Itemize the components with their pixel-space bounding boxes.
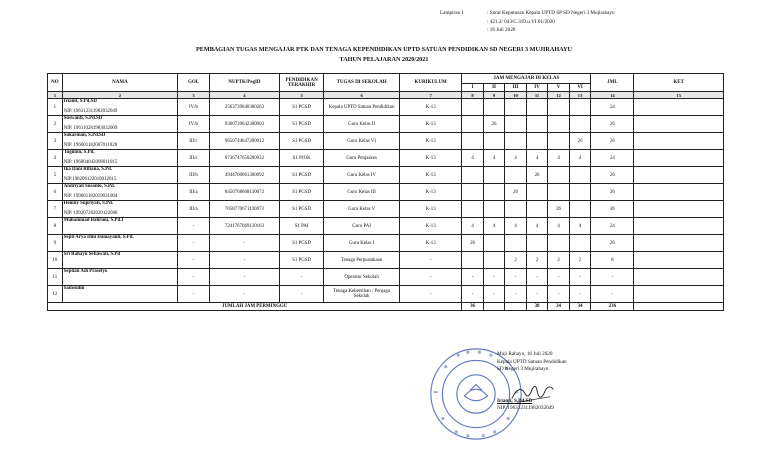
column-number: 10 (505, 92, 527, 99)
row-tugas: Guru PAI (324, 218, 400, 235)
row-tugas: Tenaga Perpustakaan (324, 252, 400, 269)
row-jam-kelas-4: 26 (526, 167, 548, 184)
row-jml: 24 (591, 150, 634, 167)
row-jam-kelas-1: 26 (462, 235, 484, 252)
row-no: 7 (48, 201, 63, 218)
row-jam-kelas-1: - (462, 269, 484, 286)
column-number: 11 (526, 92, 548, 99)
column-number: 3 (178, 92, 210, 99)
kelas-header-5: V (548, 84, 570, 92)
row-jam-kelas-1 (462, 133, 484, 150)
row-nip: NIP. 196110281983032009 (63, 126, 118, 131)
sign-role-1: Kepala UPTD Satuan Pendidikan (497, 358, 567, 365)
title-line-2: TAHUN PELAJARAN 2020/2021 (339, 55, 429, 63)
row-jam-kelas-6: 26 (569, 133, 591, 150)
header-pendidikan: PENDIDIKAN TERAKHIR (280, 74, 324, 92)
row-name: Hemny Supriyati, S.Pd. (63, 201, 114, 206)
row-jml: 24 (591, 218, 634, 235)
total-jam-kelas-6: 34 (569, 303, 591, 311)
row-jam-kelas-3 (505, 201, 527, 218)
row-ket (634, 235, 724, 252)
row-tugas: Tenaga Kebersihan / Penjaga Sekolah (324, 286, 400, 303)
row-jml: 26 (591, 133, 634, 150)
total-jam-kelas-4: 38 (526, 303, 548, 311)
total-label: JUMLAH JAM PERMINGGU (48, 303, 462, 311)
row-jam-kelas-4: 4 (526, 218, 548, 235)
row-gol: - (178, 286, 210, 303)
row-jam-kelas-4 (526, 99, 548, 116)
row-ket (634, 218, 724, 235)
row-jam-kelas-1: - (462, 286, 484, 303)
row-jam-kelas-4 (526, 235, 548, 252)
title-line-1: PEMBAGIAN TUGAS MENGAJAR PTK DAN TENAGA KEPENDIDIKAN UPTD SATUAN PENDIDIKAN SD NEGERI 3 MUJIRAHAYU (195, 46, 573, 53)
row-pendidikan: S1 PAI (280, 218, 324, 235)
row-name-cell (62, 201, 177, 218)
total-jam-kelas-1: 36 (462, 303, 484, 311)
row-gol: III/a (178, 184, 210, 201)
row-gol: IV/b (178, 99, 210, 116)
row-tugas: Kepala UPTD Satuan Pendidikan (324, 99, 400, 116)
lampiran-line-1: : Surat Keputusan Kepala UPTD SP SD Negeri 3 Mujirahayu (487, 10, 615, 16)
column-number-row (48, 92, 724, 99)
table-row (48, 150, 724, 167)
sign-nip: NIP. 196312311982032049 (497, 405, 554, 411)
row-jam-kelas-6 (569, 116, 591, 133)
row-jam-kelas-3: 2 (505, 252, 527, 269)
row-nuptk: 8450768668130072 (209, 184, 279, 201)
row-name-cell (62, 184, 177, 201)
kelas-header-1: I (462, 84, 484, 92)
sign-place-date: Muji Rahayu, 16 Juli 2020 (497, 351, 553, 357)
row-nuptk: - (209, 269, 279, 286)
row-jam-kelas-2: - (483, 269, 505, 286)
table-row (48, 201, 724, 218)
row-no: 9 (48, 235, 63, 252)
row-gol: IV/b (178, 116, 210, 133)
column-number: 5 (280, 92, 324, 99)
table-row (48, 167, 724, 184)
row-jam-kelas-5 (548, 116, 570, 133)
row-kurikulum: - (400, 286, 462, 303)
row-no: 3 (48, 133, 63, 150)
row-ket (634, 286, 724, 303)
row-jam-kelas-3: - (505, 269, 527, 286)
row-kurikulum: - (400, 269, 462, 286)
row-kurikulum: K-13 (400, 99, 462, 116)
row-jam-kelas-6: 4 (569, 150, 591, 167)
row-ket (634, 133, 724, 150)
document-title (0, 45, 768, 64)
table-row (48, 133, 724, 150)
row-jam-kelas-6: - (569, 269, 591, 286)
row-nuptk: 9360739642300003 (209, 116, 279, 133)
row-name-cell (62, 167, 177, 184)
row-name-cell (62, 99, 177, 116)
row-jam-kelas-1: 4 (462, 150, 484, 167)
row-jam-kelas-6: 2 (569, 252, 591, 269)
sign-name: Irianti, S.Pd.SD (497, 397, 533, 404)
row-jam-kelas-3: 26 (505, 184, 527, 201)
row-nip: NIP. 196312311982032049 (63, 109, 118, 114)
table-row (48, 218, 724, 235)
row-pendidikan: S1 PGSD (280, 133, 324, 150)
row-name: Samsudin (63, 286, 85, 291)
table-row (48, 235, 724, 252)
row-jam-kelas-1 (462, 252, 484, 269)
row-name-cell (62, 269, 177, 286)
row-jam-kelas-5 (548, 184, 570, 201)
row-kurikulum: K-13 (400, 184, 462, 201)
header-tugas: TUGAS DI SEKOLAH (324, 74, 400, 92)
lampiran-label: Lampiran I (440, 10, 464, 16)
row-no: 8 (48, 218, 63, 235)
column-number: 15 (634, 92, 724, 99)
row-jam-kelas-5: 26 (548, 201, 570, 218)
attachment-header (440, 9, 615, 35)
table-row (48, 269, 724, 286)
column-number: 8 (462, 92, 484, 99)
row-name: Ika Dani Rifiana, S.Pd. (63, 167, 113, 172)
row-ket (634, 99, 724, 116)
row-kurikulum: K-13 (400, 116, 462, 133)
row-name: Andriyan Susanto, S.Pd. (63, 184, 115, 189)
row-pendidikan: S1 PGSD (280, 201, 324, 218)
row-name: Septi Arya Dini Damayanti, S.Pd. (63, 235, 134, 240)
row-jam-kelas-2 (483, 133, 505, 150)
table-row (48, 99, 724, 116)
row-jam-kelas-3: 4 (505, 150, 527, 167)
row-nuptk: 0736747650200032 (209, 150, 279, 167)
header-gol: GOL (178, 74, 210, 92)
row-jam-kelas-4 (526, 184, 548, 201)
row-gol: - (178, 235, 210, 252)
row-nip: NIP. 196601182007011028 (63, 143, 118, 148)
column-number: 7 (400, 92, 462, 99)
row-jam-kelas-5 (548, 99, 570, 116)
column-number: 9 (483, 92, 505, 99)
row-jam-kelas-5: - (548, 269, 570, 286)
total-row (48, 303, 724, 311)
row-jam-kelas-1: 4 (462, 218, 484, 235)
row-jam-kelas-3 (505, 235, 527, 252)
row-jml: 26 (591, 235, 634, 252)
row-tugas: Guru Kelas IV (324, 167, 400, 184)
row-ket (634, 269, 724, 286)
row-jam-kelas-6: 4 (569, 218, 591, 235)
row-jam-kelas-1 (462, 116, 484, 133)
column-number: 12 (548, 92, 570, 99)
row-jml: - (591, 269, 634, 286)
row-nuptk: 2563739640300263 (209, 99, 279, 116)
row-jml: 26 (591, 116, 634, 133)
row-pendidikan: - (280, 269, 324, 286)
row-nip: NIP. 199001182019031004 (63, 194, 118, 199)
row-jam-kelas-3: - (505, 286, 527, 303)
row-kurikulum: - (400, 252, 462, 269)
row-jam-kelas-3 (505, 133, 527, 150)
row-jam-kelas-2: 4 (483, 150, 505, 167)
row-pendidikan: S1 PGSD (280, 235, 324, 252)
row-jam-kelas-2 (483, 167, 505, 184)
row-name: Irianti, S.Pd.SD (63, 99, 97, 104)
column-number: 2 (62, 92, 177, 99)
kelas-header-4: IV (526, 84, 548, 92)
row-jam-kelas-5 (548, 167, 570, 184)
row-jml: 26 (591, 184, 634, 201)
row-jam-kelas-5: 2 (548, 252, 570, 269)
row-jam-kelas-3 (505, 99, 527, 116)
total-jam-kelas-3 (505, 303, 527, 311)
row-name-cell (62, 252, 177, 269)
row-nuptk: - (209, 252, 279, 269)
row-pendidikan: S1 PGSD (280, 252, 324, 269)
row-jam-kelas-5 (548, 235, 570, 252)
row-name: Sukarman, S.Pd.SD (63, 133, 106, 138)
row-nuptk: - (209, 235, 279, 252)
row-ket (634, 116, 724, 133)
row-gol: III/c (178, 150, 210, 167)
row-jam-kelas-6 (569, 99, 591, 116)
row-jam-kelas-4: - (526, 269, 548, 286)
row-jam-kelas-5: - (548, 286, 570, 303)
kelas-header-2: II (483, 84, 505, 92)
sign-role-2: SD Negeri 3 Mujirahayu (497, 366, 549, 372)
row-pendidikan: S1 PJOK (280, 150, 324, 167)
row-nuptk: 4944760661300092 (209, 167, 279, 184)
row-tugas: Guru Kelas VI (324, 133, 400, 150)
row-jam-kelas-1 (462, 167, 484, 184)
row-kurikulum: K-13 (400, 150, 462, 167)
row-jml: 26 (591, 167, 634, 184)
row-pendidikan: S1 PGSD (280, 116, 324, 133)
row-jam-kelas-1 (462, 184, 484, 201)
total-ket (634, 303, 724, 311)
row-gol: III/b (178, 167, 210, 184)
row-no: 12 (48, 286, 63, 303)
header-nuptk: NUPTK/PegID (209, 74, 279, 92)
row-gol: III/a (178, 201, 210, 218)
row-tugas: Guru Kelas II (324, 116, 400, 133)
header-ket: KET (634, 74, 724, 92)
column-number: 13 (569, 92, 591, 99)
row-name-cell (62, 286, 177, 303)
column-number: 14 (591, 92, 634, 99)
row-nuptk: 7058770671130073 (209, 201, 279, 218)
row-kurikulum: K-13 (400, 133, 462, 150)
column-number: 1 (48, 92, 63, 99)
row-jam-kelas-5: 4 (548, 150, 570, 167)
row-jml: 26 (591, 201, 634, 218)
table-row (48, 184, 724, 201)
row-gol: - (178, 218, 210, 235)
row-ket (634, 201, 724, 218)
row-kurikulum: K-13 (400, 167, 462, 184)
row-name: Muhammad Bahruni, S.Pd.I (63, 218, 124, 223)
row-pendidikan: S1 PGSD (280, 99, 324, 116)
row-no: 5 (48, 167, 63, 184)
row-jam-kelas-2: 4 (483, 218, 505, 235)
row-jam-kelas-5: 4 (548, 218, 570, 235)
row-pendidikan: S1 PGSD (280, 184, 324, 201)
row-kurikulum: K-13 (400, 201, 462, 218)
row-tugas: Guru Kelas III (324, 184, 400, 201)
row-gol: - (178, 252, 210, 269)
row-tugas: Guru Kelas V (324, 201, 400, 218)
row-nip: NIP. 196804042008011015 (63, 160, 118, 165)
row-jam-kelas-6 (569, 167, 591, 184)
row-tugas: Operator Sekolah (324, 269, 400, 286)
lampiran-line-3: : 16 Juli 2020 (487, 27, 516, 34)
row-jml: - (591, 286, 634, 303)
row-no: 10 (48, 252, 63, 269)
header-no: NO (48, 74, 63, 92)
column-number: 6 (324, 92, 400, 99)
row-nuptk: 7241767669130163 (209, 218, 279, 235)
table-row (48, 252, 724, 269)
row-no: 6 (48, 184, 63, 201)
row-name: Suswanti, S.Pd.SD (63, 116, 103, 121)
row-jam-kelas-2 (483, 99, 505, 116)
column-number: 4 (209, 92, 279, 99)
row-no: 11 (48, 269, 63, 286)
row-jam-kelas-3 (505, 167, 527, 184)
row-gol: III/c (178, 133, 210, 150)
row-name-cell (62, 133, 177, 150)
row-jam-kelas-2 (483, 235, 505, 252)
total-jam-kelas-5: 34 (548, 303, 570, 311)
row-nip: NIP. 199207262020122008 (63, 211, 118, 216)
row-jam-kelas-1 (462, 99, 484, 116)
row-jam-kelas-2: - (483, 286, 505, 303)
row-jml: 8 (591, 252, 634, 269)
row-tugas: Guru Kelas I (324, 235, 400, 252)
total-jml: 236 (591, 303, 634, 311)
kelas-header-3: III (505, 84, 527, 92)
row-jam-kelas-6 (569, 184, 591, 201)
assignment-table (47, 73, 724, 311)
row-jam-kelas-6: - (569, 286, 591, 303)
row-name-cell (62, 150, 177, 167)
row-ket (634, 167, 724, 184)
row-jam-kelas-2 (483, 201, 505, 218)
row-name-cell (62, 116, 177, 133)
row-jam-kelas-4 (526, 201, 548, 218)
table-row (48, 286, 724, 303)
header-jam: JAM MENGAJAR DI KELAS (462, 74, 591, 84)
row-kurikulum: K-13 (400, 218, 462, 235)
row-nuptk: 9650744647200012 (209, 133, 279, 150)
row-jam-kelas-1 (462, 201, 484, 218)
header-kurikulum: KURIKULUM (400, 74, 462, 92)
row-jam-kelas-4: 2 (526, 252, 548, 269)
row-ket (634, 184, 724, 201)
row-jam-kelas-4: 4 (526, 150, 548, 167)
row-jam-kelas-2 (483, 184, 505, 201)
row-no: 4 (48, 150, 63, 167)
row-nuptk: - (209, 286, 279, 303)
row-jml: 24 (591, 99, 634, 116)
row-jam-kelas-4 (526, 116, 548, 133)
row-jam-kelas-2: 26 (483, 116, 505, 133)
header-nama: NAMA (62, 74, 177, 92)
header-jml: JML (591, 74, 634, 92)
total-jam-kelas-2 (483, 303, 505, 311)
row-jam-kelas-3 (505, 116, 527, 133)
row-name-cell (62, 235, 177, 252)
row-ket (634, 150, 724, 167)
row-jam-kelas-5 (548, 133, 570, 150)
row-nip: NIP.198206122010012015 (63, 177, 117, 182)
row-pendidikan: S1 PGSD (280, 167, 324, 184)
row-kurikulum: K-13 (400, 235, 462, 252)
row-ket (634, 252, 724, 269)
row-jam-kelas-2 (483, 252, 505, 269)
handwritten-signature (510, 380, 556, 406)
row-jam-kelas-6 (569, 235, 591, 252)
row-tugas: Guru Penjaskes (324, 150, 400, 167)
table-row (48, 116, 724, 133)
row-jam-kelas-4 (526, 133, 548, 150)
row-name: Tugimin, S.Pd. (63, 150, 95, 155)
row-pendidikan: - (280, 286, 324, 303)
lampiran-line-2: : 421.2/ 043/C.3/D.u.VI.01/2020 (487, 18, 555, 25)
row-name-cell (62, 218, 177, 235)
row-jam-kelas-4: - (526, 286, 548, 303)
row-name: Septian Adi Prasetyo (63, 269, 108, 274)
row-no: 1 (48, 99, 63, 116)
row-no: 2 (48, 116, 63, 133)
row-jam-kelas-6 (569, 201, 591, 218)
kelas-header-6: VI (569, 84, 591, 92)
row-gol: - (178, 269, 210, 286)
row-jam-kelas-3: 4 (505, 218, 527, 235)
row-name: Sri Rahayu Setiawati, S.Pd (63, 252, 121, 257)
